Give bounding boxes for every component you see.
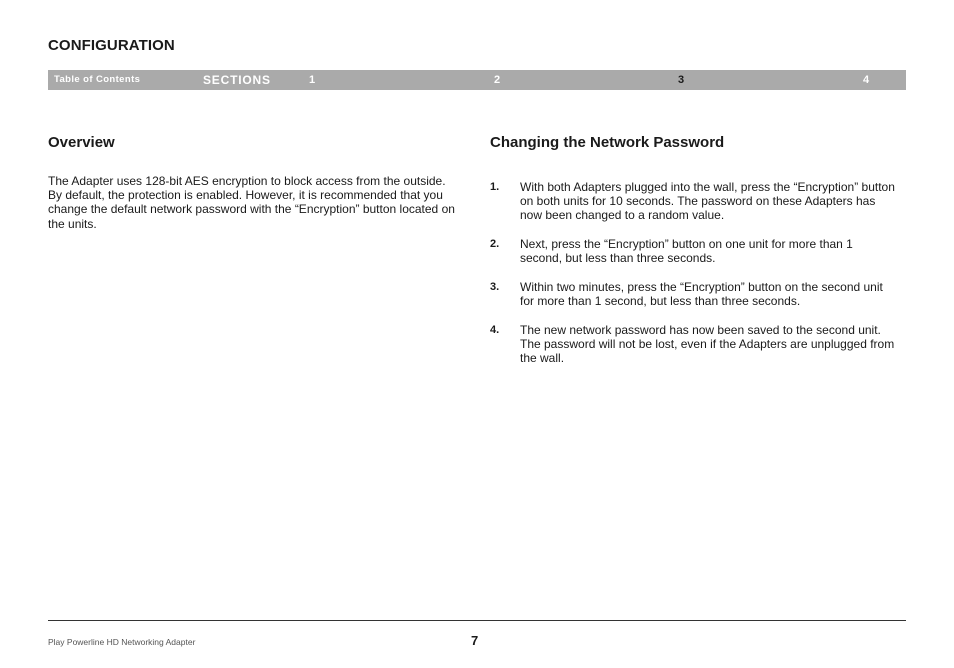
password-steps-list bbox=[490, 180, 906, 366]
section-link-4[interactable]: 4 bbox=[863, 74, 870, 86]
table-of-contents-link[interactable]: Table of Contents bbox=[54, 74, 141, 85]
section-link-3-active[interactable]: 3 bbox=[678, 74, 685, 86]
change-password-heading: Changing the Network Password bbox=[490, 134, 725, 151]
step-text: The new network password has now been saved to the second unit. The password will not be lost, even if the Adapters are unplugged from the wall. bbox=[520, 322, 895, 366]
step-number: 4. bbox=[490, 323, 500, 336]
section-link-2[interactable]: 2 bbox=[494, 74, 501, 86]
step-number: 3. bbox=[490, 281, 500, 294]
section-nav-bar bbox=[48, 70, 906, 90]
step-text: Within two minutes, press the “Encryption” button on the second unit for more than 1 second, but less than three seconds. bbox=[520, 280, 883, 309]
list-item bbox=[490, 323, 906, 366]
section-link-1[interactable]: 1 bbox=[309, 74, 316, 86]
change-password-section bbox=[490, 134, 906, 380]
overview-paragraph: The Adapter uses 128-bit AES encryption to block access from the outside. By default, the protection is enabled. However, it is recommended that you change the default network password with the “Encryption” button located on the units. bbox=[48, 174, 455, 231]
overview-heading: Overview bbox=[48, 134, 115, 151]
list-item bbox=[490, 237, 906, 265]
step-number: 1. bbox=[490, 181, 500, 193]
footer-divider bbox=[48, 620, 906, 621]
step-text: With both Adapters plugged into the wall, press the “Encryption” button on both units for 10 seconds. The password on these Adapters has now been changed to a random value. bbox=[520, 180, 895, 223]
step-text: Next, press the “Encryption” button on one unit for more than 1 second, but less than three seconds. bbox=[520, 237, 853, 266]
list-item bbox=[490, 180, 906, 223]
step-number: 2. bbox=[490, 238, 500, 251]
sections-label: SECTIONS bbox=[203, 73, 271, 87]
footer-product-name: Play Powerline HD Networking Adapter bbox=[48, 637, 196, 647]
page-number: 7 bbox=[471, 633, 479, 648]
page-title: CONFIGURATION bbox=[48, 37, 175, 54]
list-item bbox=[490, 280, 906, 308]
overview-section bbox=[48, 134, 458, 231]
